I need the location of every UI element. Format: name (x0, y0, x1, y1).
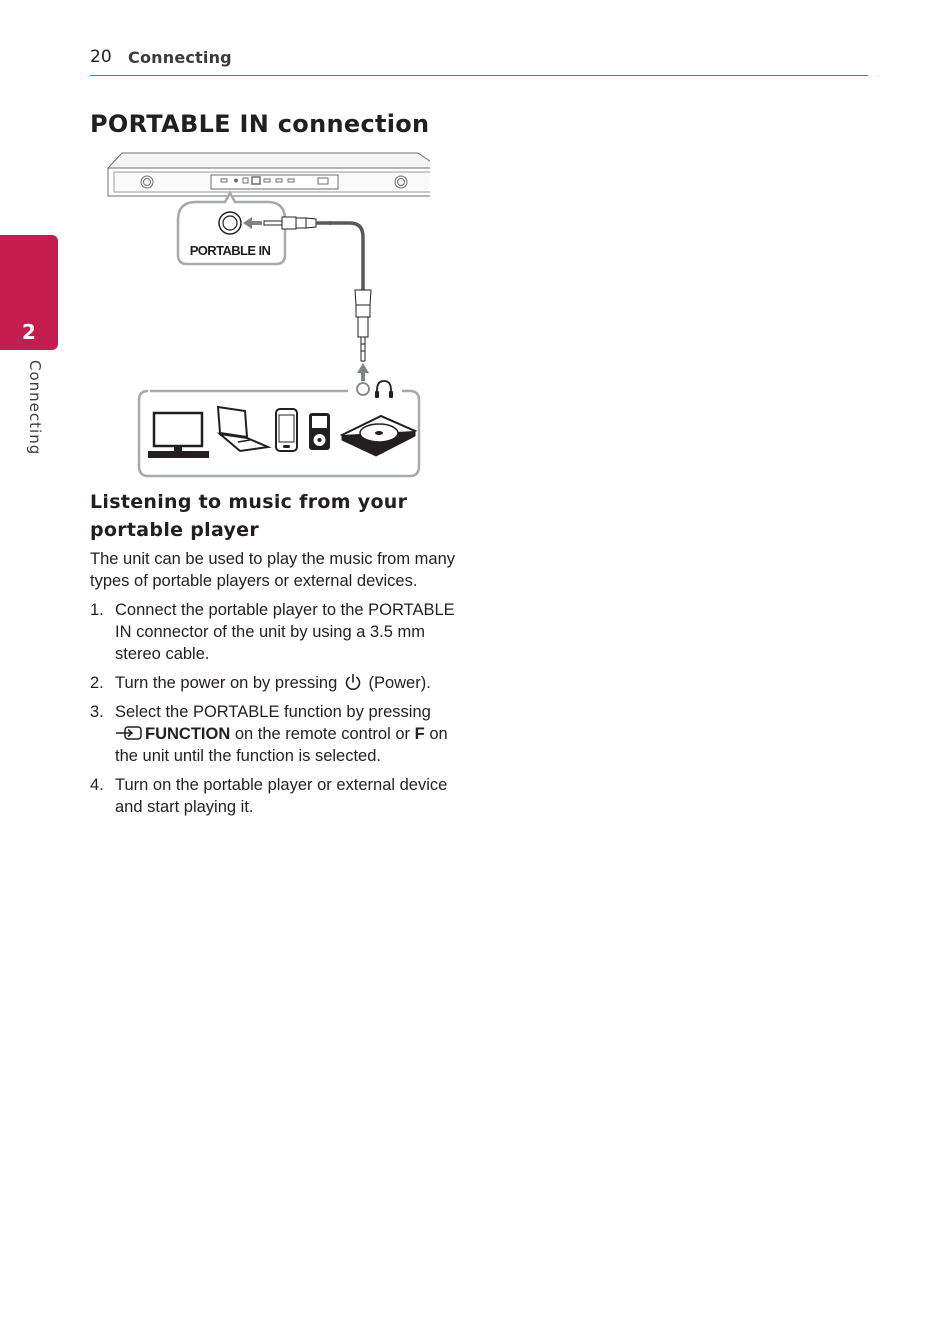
page-title: PORTABLE IN connection (90, 110, 430, 138)
sound-bar-unit (108, 153, 430, 196)
list-item (90, 672, 470, 694)
chapter-tab (0, 235, 58, 350)
step-text: (Power). (368, 674, 431, 692)
connection-diagram (100, 145, 430, 480)
list-item (90, 701, 470, 767)
port-label: PORTABLE IN (189, 243, 271, 258)
step-text: Select the PORTABLE function by pressing (115, 703, 431, 721)
chapter-number: 2 (22, 320, 36, 344)
section-name: Connecting (128, 48, 232, 67)
chapter-label: Connecting (26, 360, 44, 456)
smartphone-icon (276, 409, 297, 451)
step-text: Connect the portable player to the PORTABLE IN connector of the unit by using a 3.5 mm stereo cable. (115, 601, 455, 663)
portable-in-callout (178, 193, 285, 264)
power-icon (344, 673, 362, 691)
laptop-icon (218, 407, 268, 451)
page-header (90, 47, 868, 76)
devices-box (139, 381, 419, 476)
intro-paragraph: The unit can be used to play the music from many types of portable players or external devices. (90, 550, 456, 590)
step-number: 3. (90, 703, 104, 721)
step-text: Turn on the portable player or external device and start playing it. (115, 776, 448, 816)
page-number: 20 (90, 47, 112, 67)
headphone-icon (375, 381, 393, 398)
instructions (90, 548, 470, 825)
key-label: F (414, 725, 425, 743)
step-number: 4. (90, 776, 104, 794)
step-number: 2. (90, 674, 104, 692)
portable-cd-player-icon (342, 416, 415, 456)
function-icon (115, 725, 143, 741)
step-text: on the unit until the function is selected. (115, 725, 448, 765)
step-text: Turn the power on by pressing (115, 674, 338, 692)
step-number: 1. (90, 601, 104, 619)
step-text: on the remote control or (234, 725, 411, 743)
section-subheading: Listening to music from your portable player (90, 491, 408, 541)
steps-list (90, 599, 470, 818)
mp3-player-icon (309, 413, 330, 450)
list-item (90, 599, 470, 665)
list-item (90, 774, 470, 818)
tv-icon (148, 413, 209, 458)
function-label: FUNCTION (145, 725, 231, 743)
